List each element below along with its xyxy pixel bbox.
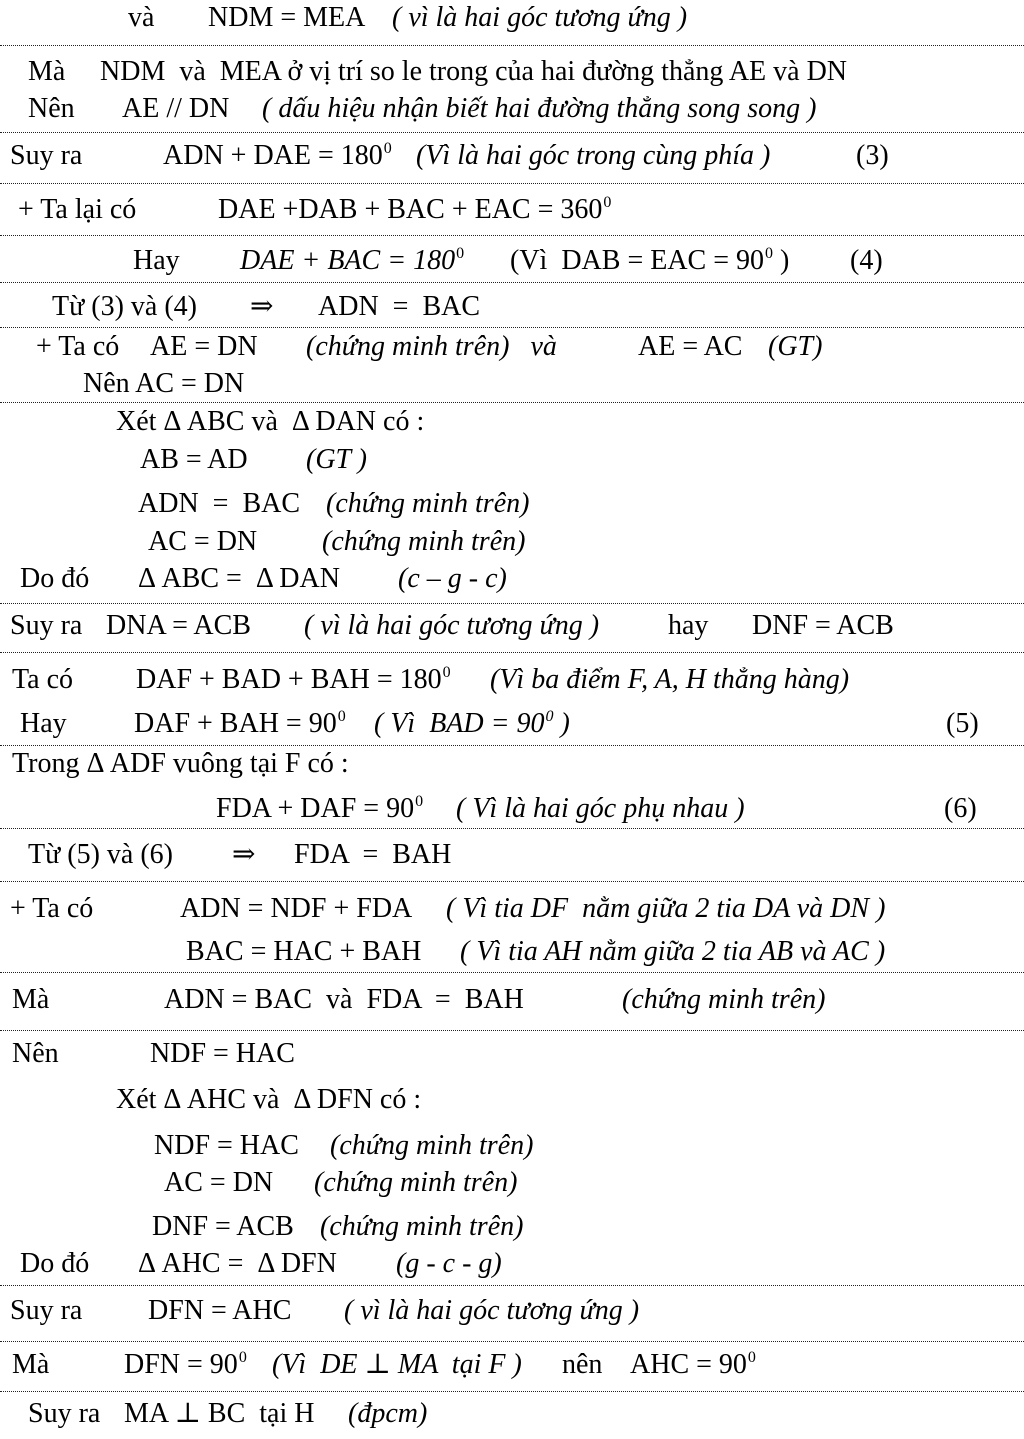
justification: ( Vì tia DF nằm giữa 2 tia DA và DN ): [446, 893, 886, 924]
justification: (chứng minh trên): [622, 984, 826, 1015]
equation: [218, 196, 611, 224]
degree-sign: 0: [442, 664, 451, 681]
implies-arrow: ⇒: [232, 839, 256, 870]
justification: (g - c - g): [396, 1248, 502, 1279]
separator: [0, 327, 1024, 328]
justification: (đpcm): [348, 1398, 428, 1429]
equation: NDF = HAC: [154, 1130, 299, 1161]
equation: DFN = AHC: [148, 1295, 292, 1326]
separator: [0, 972, 1024, 973]
justification: (Vì DE ⊥ MA tại F ): [272, 1349, 522, 1380]
equation: ADN = BAC: [138, 488, 301, 519]
equation-text: DFN = 90: [124, 1349, 238, 1380]
separator: [0, 1391, 1024, 1392]
justification: (Vì ba điểm F, A, H thẳng hàng): [490, 664, 850, 695]
lead-word: Mà: [12, 984, 50, 1015]
lead-word: Do đó: [20, 1248, 90, 1279]
equation-number: (3): [856, 140, 889, 171]
statement: Xét Δ AHC và Δ DFN có :: [116, 1084, 422, 1115]
degree-sign: 0: [765, 245, 774, 262]
justification: (Vì là hai góc trong cùng phía ): [416, 140, 771, 171]
equation: MA ⊥ BC tại H: [124, 1398, 315, 1429]
bracket: ): [553, 708, 570, 739]
equation: [216, 795, 423, 823]
equation: ADN = BAC: [318, 291, 481, 322]
equation-text: DAF + BAD + BAH = 180: [136, 664, 442, 695]
lead-word: Từ (5) và (6): [28, 839, 174, 870]
equation-text: DAF + BAH = 90: [134, 708, 337, 739]
equation-text: ADN + DAE = 180: [163, 140, 383, 171]
degree-sign: 0: [337, 708, 346, 725]
separator: [0, 603, 1024, 604]
statement: Trong Δ ADF vuông tại F có :: [12, 748, 349, 779]
equation-text: AHC = 90: [630, 1349, 747, 1380]
equation: DNF = ACB: [752, 610, 894, 641]
justification: (chứng minh trên): [314, 1167, 518, 1198]
separator: [0, 402, 1024, 403]
lead-word: Hay: [20, 708, 67, 739]
statement: NDM và MEA ở vị trí so le trong của hai đường thẳng AE và DN: [100, 56, 848, 87]
equation: NDM = MEA: [208, 2, 366, 33]
separator: [0, 45, 1024, 46]
lead-word: Mà: [28, 56, 66, 87]
equation: AE // DN: [122, 93, 230, 124]
justification: ( Vì là hai góc phụ nhau ): [456, 793, 745, 824]
justification: ( vì là hai góc tương ứng ): [304, 610, 600, 641]
implies-arrow: ⇒: [250, 291, 274, 322]
justification: ( Vì tia AH nằm giữa 2 tia AB và AC ): [460, 936, 886, 967]
equation: DNF = ACB: [152, 1211, 294, 1242]
justification: ( vì là hai góc tương ứng ): [392, 2, 688, 33]
separator: [0, 282, 1024, 283]
equation: AE = DN: [150, 331, 258, 362]
degree-sign: 0: [456, 245, 465, 262]
connector-word: hay: [668, 610, 709, 641]
lead-word: Từ (3) và (4): [52, 291, 198, 322]
justification: (GT): [768, 331, 823, 362]
degree-sign: 0: [415, 793, 424, 810]
lead-word: và: [128, 2, 155, 33]
degree-sign: 0: [238, 1349, 247, 1366]
equation: AB = AD: [140, 444, 248, 475]
justification-text: ( Vì BAD = 90: [374, 708, 545, 739]
justification: (chứng minh trên): [326, 488, 530, 519]
equation-number: (4): [850, 245, 883, 276]
separator: [0, 183, 1024, 184]
equation: Δ AHC = Δ DFN: [138, 1248, 337, 1279]
equation: [163, 142, 392, 170]
equation-text: DAE + BAC = 180: [240, 245, 456, 276]
equation-number: (5): [946, 708, 979, 739]
lead-word: Nên: [12, 1038, 59, 1069]
equation: ADN = NDF + FDA: [180, 893, 413, 924]
statement: Nên AC = DN: [83, 368, 245, 399]
lead-word: Suy ra: [10, 140, 83, 171]
equation: [134, 710, 346, 738]
justification: [374, 710, 570, 738]
equation: [124, 1351, 247, 1379]
equation-text: DAE +DAB + BAC + EAC = 360: [218, 194, 603, 225]
lead-word: Mà: [12, 1349, 50, 1380]
equation: AE = AC: [638, 331, 743, 362]
justification-text: (Vì DAB = EAC = 90: [510, 245, 765, 276]
equation-number: (6): [944, 793, 977, 824]
lead-word: + Ta có: [36, 331, 120, 362]
separator: [0, 235, 1024, 236]
lead-word: Suy ra: [10, 1295, 83, 1326]
separator: [0, 745, 1024, 746]
justification: (chứng minh trên): [330, 1130, 534, 1161]
justification: (c – g - c): [398, 563, 507, 594]
equation: DNA = ACB: [106, 610, 251, 641]
separator: [0, 1341, 1024, 1342]
degree-sign: 0: [747, 1349, 756, 1366]
lead-word: Nên: [28, 93, 75, 124]
justification: (chứng minh trên): [320, 1211, 524, 1242]
lead-word: Do đó: [20, 563, 90, 594]
separator: [0, 828, 1024, 829]
separator: [0, 881, 1024, 882]
justification: ( dấu hiệu nhận biết hai đường thẳng song song ): [262, 93, 817, 124]
lead-word: + Ta lại có: [18, 194, 137, 225]
equation: AC = DN: [164, 1167, 274, 1198]
justification: (chứng minh trên) và: [306, 331, 557, 362]
degree-sign: 0: [603, 194, 612, 211]
lead-word: Hay: [133, 245, 180, 276]
equation: NDF = HAC: [150, 1038, 295, 1069]
equation: [240, 247, 464, 275]
justification: (GT ): [306, 444, 367, 475]
equation: ADN = BAC và FDA = BAH: [164, 984, 524, 1015]
bracket: ): [773, 245, 790, 276]
equation: AC = DN: [148, 526, 258, 557]
lead-word: + Ta có: [10, 893, 94, 924]
equation: [136, 666, 451, 694]
separator: [0, 1285, 1024, 1286]
justification: ( vì là hai góc tương ứng ): [344, 1295, 640, 1326]
separator: [0, 132, 1024, 133]
equation: FDA = BAH: [294, 839, 452, 870]
statement: Xét Δ ABC và Δ DAN có :: [116, 406, 425, 437]
justification: (chứng minh trên): [322, 526, 526, 557]
degree-sign: 0: [545, 708, 554, 725]
separator: [0, 652, 1024, 653]
justification: [510, 247, 789, 275]
separator: [0, 1030, 1024, 1031]
equation: Δ ABC = Δ DAN: [138, 563, 340, 594]
lead-word: Suy ra: [28, 1398, 101, 1429]
equation: [630, 1351, 756, 1379]
lead-word: Suy ra: [10, 610, 83, 641]
degree-sign: 0: [383, 140, 392, 157]
connector-word: nên: [562, 1349, 603, 1380]
equation-text: FDA + DAF = 90: [216, 793, 415, 824]
equation: BAC = HAC + BAH: [186, 936, 422, 967]
lead-word: Ta có: [12, 664, 74, 695]
